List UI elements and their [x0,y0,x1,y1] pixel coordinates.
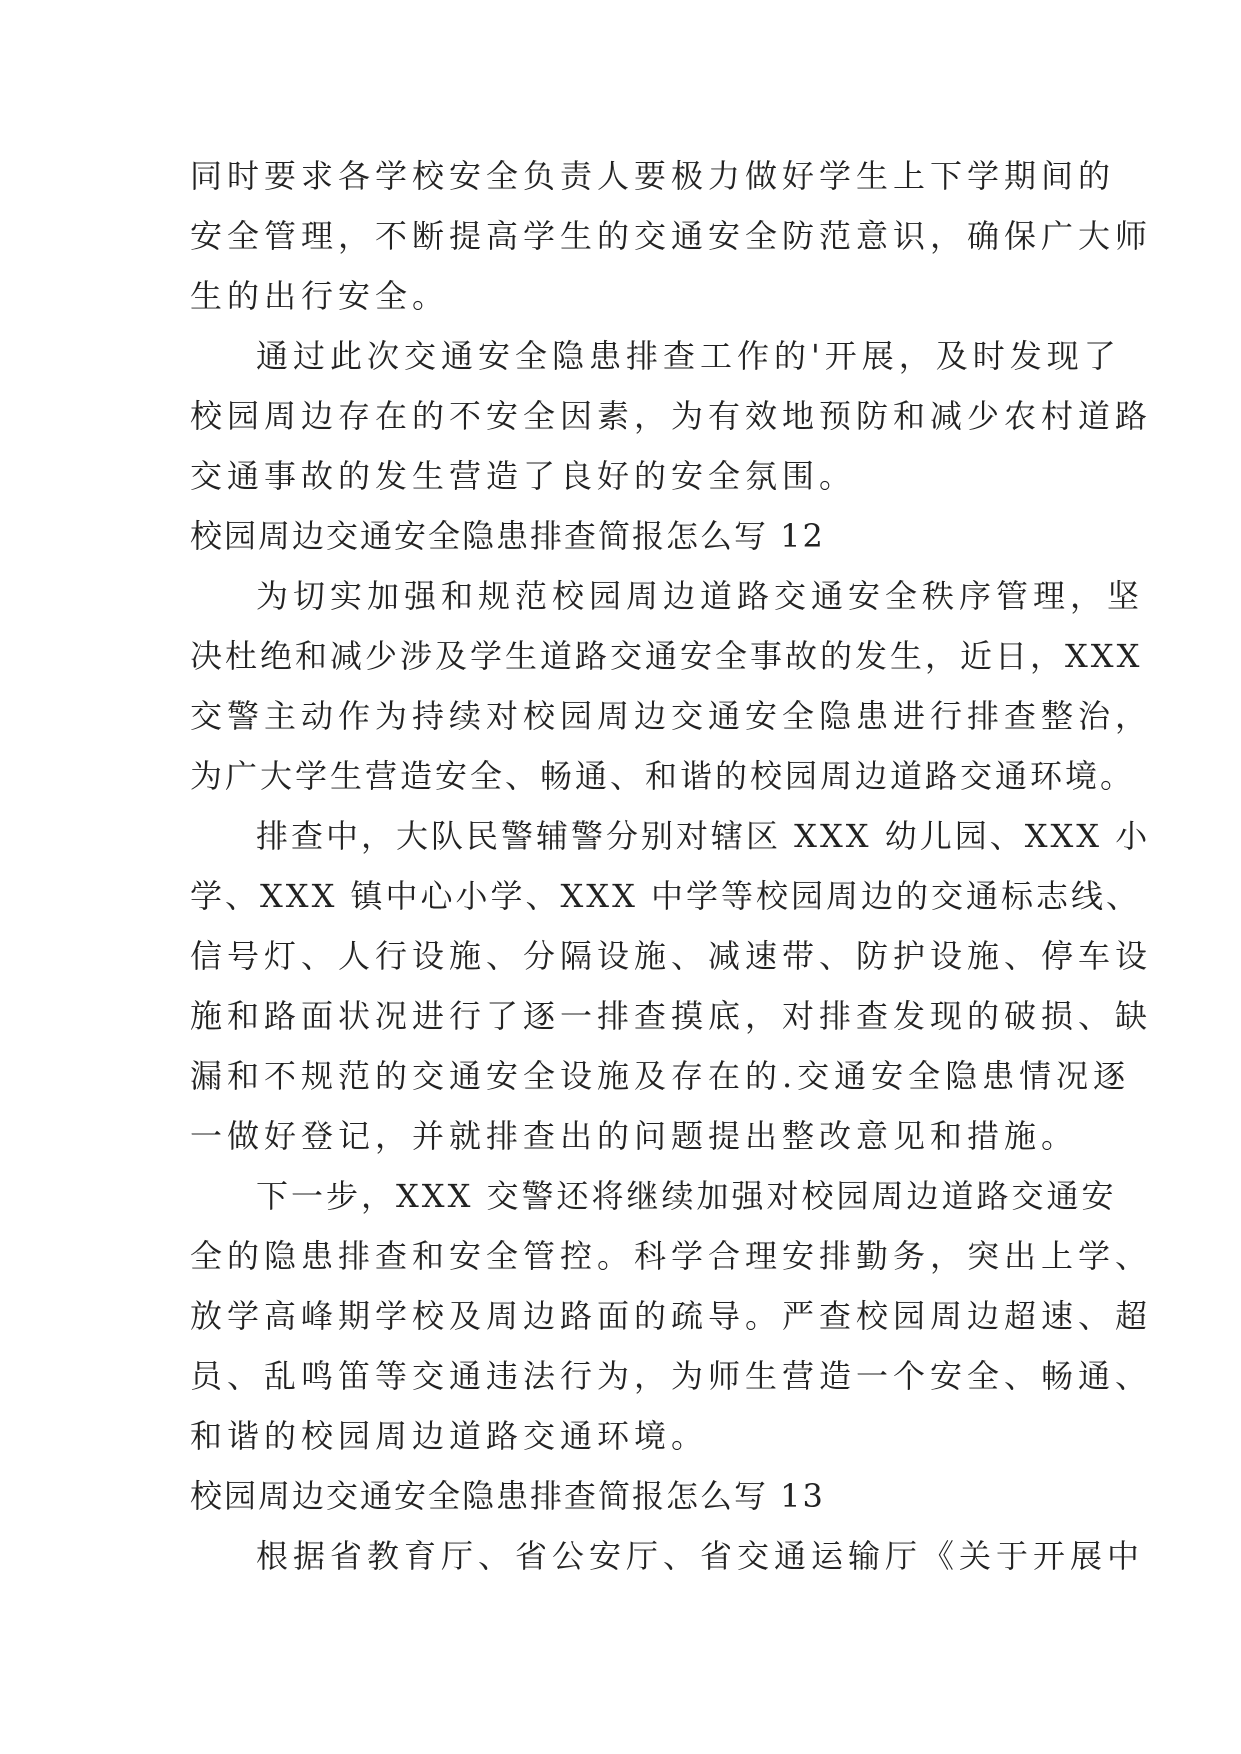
text-line: 决杜绝和减少涉及学生道路交通安全事故的发生，近日，XXX [190,637,1143,675]
document-body [190,146,1153,1586]
section-heading: 校园周边交通安全隐患排查简报怎么写 12 [190,517,825,555]
text-line: 校园周边存在的不安全因素，为有效地预防和减少农村道路 [190,397,1153,435]
text-line: 同时要求各学校安全负责人要极力做好学生上下学期间的 [190,157,1116,195]
text-line: 放学高峰期学校及周边路面的疏导。严查校园周边超速、超 [190,1297,1153,1335]
text-line: 生的出行安全。 [190,277,450,315]
text-line: 下一步，XXX 交警还将继续加强对校园周边道路交通安 [256,1177,1117,1215]
text-line: 漏和不规范的交通安全设施及存在的.交通安全隐患情况逐 [190,1057,1131,1095]
text-line: 为广大学生营造安全、畅通、和谐的校园周边道路交通环境。 [190,757,1136,795]
text-line: 施和路面状况进行了逐一排查摸底，对排查发现的破损、缺 [190,997,1153,1035]
text-line: 通过此次交通安全隐患排查工作的'开展，及时发现了 [256,337,1121,375]
text-line: 根据省教育厅、省公安厅、省交通运输厅《关于开展中 [256,1537,1145,1575]
text-line: 员、乱鸣笛等交通违法行为，为师生营造一个安全、畅通、 [190,1357,1153,1395]
text-line: 全的隐患排查和安全管控。科学合理安排勤务，突出上学、 [190,1237,1153,1275]
text-line: 学、XXX 镇中心小学、XXX 中学等校园周边的交通标志线、 [190,877,1142,915]
text-line: 排查中，大队民警辅警分别对辖区 XXX 幼儿园、XXX 小 [256,817,1151,855]
section-heading: 校园周边交通安全隐患排查简报怎么写 13 [190,1477,825,1515]
text-line: 交通事故的发生营造了良好的安全氛围。 [190,457,857,495]
text-line: 安全管理，不断提高学生的交通安全防范意识，确保广大师 [190,217,1153,255]
text-line: 交警主动作为持续对校园周边交通安全隐患进行排查整治， [190,697,1153,735]
text-line: 为切实加强和规范校园周边道路交通安全秩序管理，坚 [256,577,1145,615]
text-line: 一做好登记，并就排查出的问题提出整改意见和措施。 [190,1117,1079,1155]
text-line: 信号灯、人行设施、分隔设施、减速带、防护设施、停车设 [190,937,1153,975]
text-line: 和谐的校园周边道路交通环境。 [190,1417,709,1455]
